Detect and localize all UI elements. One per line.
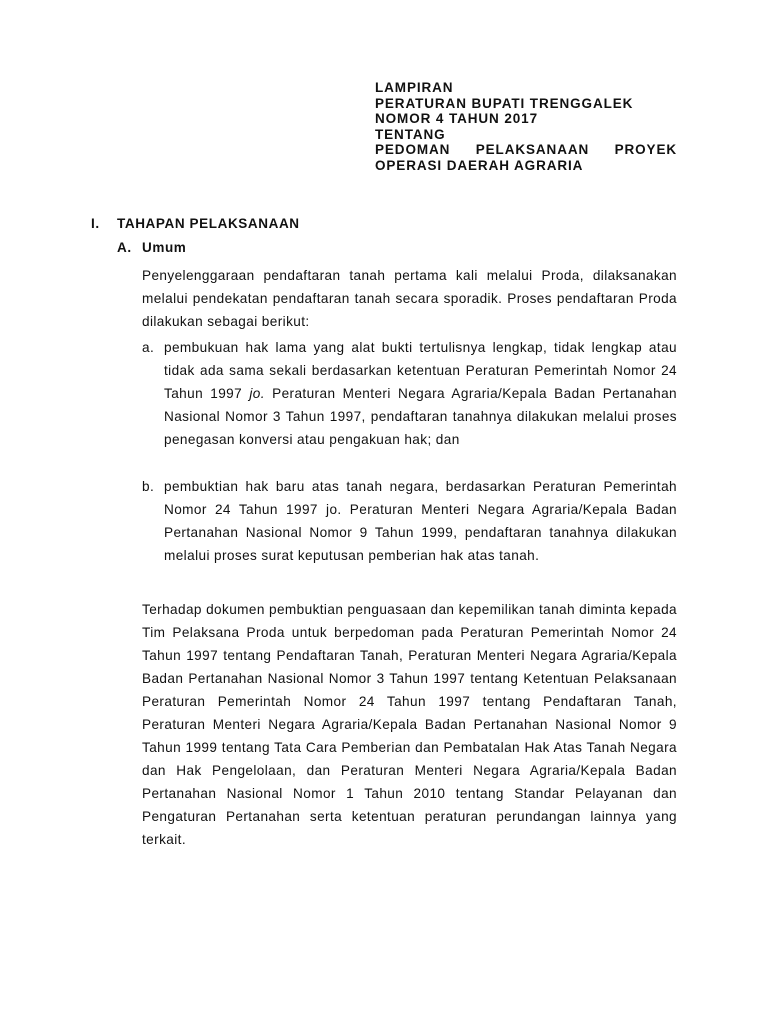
subsection-letter: A. [117,240,132,255]
list-marker-b: b. [142,479,155,494]
header-line-regulation: PERATURAN BUPATI TRENGGALEK [375,95,634,111]
list-item [142,475,677,567]
list-a-text-before: pembukuan hak lama yang alat bukti tertulisnya lengkap, tidak lengkap atau tidak ada sama sekali berdasarkan ketentuan Peraturan Pemerintah Nomor 24 Tahun 1997 [164,340,677,401]
section-title: TAHAPAN PELAKSANAAN [117,216,300,231]
header-line-number: NOMOR 4 TAHUN 2017 [375,111,538,127]
closing-paragraph: Terhadap dokumen pembuktian penguasaan dan kepemilikan tanah diminta kepada Tim Pelaksana Proda untuk berpedoman pada Peraturan Pemerintah Nomor 24 Tahun 1997 tentang Pendaftaran Tanah, Peraturan Menteri Negara Agraria/Kepala Badan Pertanahan Nasional Nomor 3 Tahun 1997 tentang Ketentuan Pelaksanaan Peraturan Pemerintah Nomor 24 Tahun 1997 tentang Pendaftaran Tanah, Peraturan Menteri Negara Agraria/Kepala Badan Pertanahan Nasional Nomor 9 Tahun 1999 tentang Tata Cara Pemberian dan Pembatalan Hak Atas Tanah Negara dan Hak Pengelolaan, dan Peraturan Menteri Negara Agraria/Kepala Badan Pertanahan Nasional Nomor 1 Tahun 2010 tentang Standar Pelayanan dan Pengaturan Pertanahan serta ketentuan peraturan perundangan lainnya yang terkait. [142,602,677,847]
list-a-italic: jo. [249,386,265,401]
section-number: I. [91,216,100,231]
header-line-tentang: TENTANG [375,126,446,142]
list-item [142,336,677,451]
list-body-a [164,336,677,451]
document-header [375,80,677,174]
header-line-lampiran: LAMPIRAN [375,80,454,95]
intro-paragraph: Penyelenggaraan pendaftaran tanah pertama kali melalui Proda, dilaksanakan melalui pendekatan pendaftaran tanah secara sporadik. Proses pendaftaran Proda dilakukan sebagai berikut: [142,268,677,329]
header-line-subject-2: OPERASI DAERAH AGRARIA [375,157,584,173]
list-item-b [142,475,677,567]
header-line-subject-1: PEDOMAN PELAKSANAAN PROYEK [375,142,677,158]
list-a-text-after: Peraturan Menteri Negara Agraria/Kepala Badan Pertanahan Nasional Nomor 3 Tahun 1997, pendaftaran tanahnya dilakukan melalui proses penegasan konversi atau pengakuan hak; dan [164,386,677,447]
list-marker-a: a. [142,340,155,355]
list-body-b: pembuktian hak baru atas tanah negara, berdasarkan Peraturan Pemerintah Nomor 24 Tahun 1997 jo. Peraturan Menteri Negara Agraria/Kepala Badan Pertanahan Nasional Nomor 9 Tahun 1999, pendaftaran tanahnya dilakukan melalui proses surat keputusan pemberian hak atas tanah. [164,479,677,563]
list-item-a [142,336,677,451]
subsection-title: Umum [142,240,187,255]
